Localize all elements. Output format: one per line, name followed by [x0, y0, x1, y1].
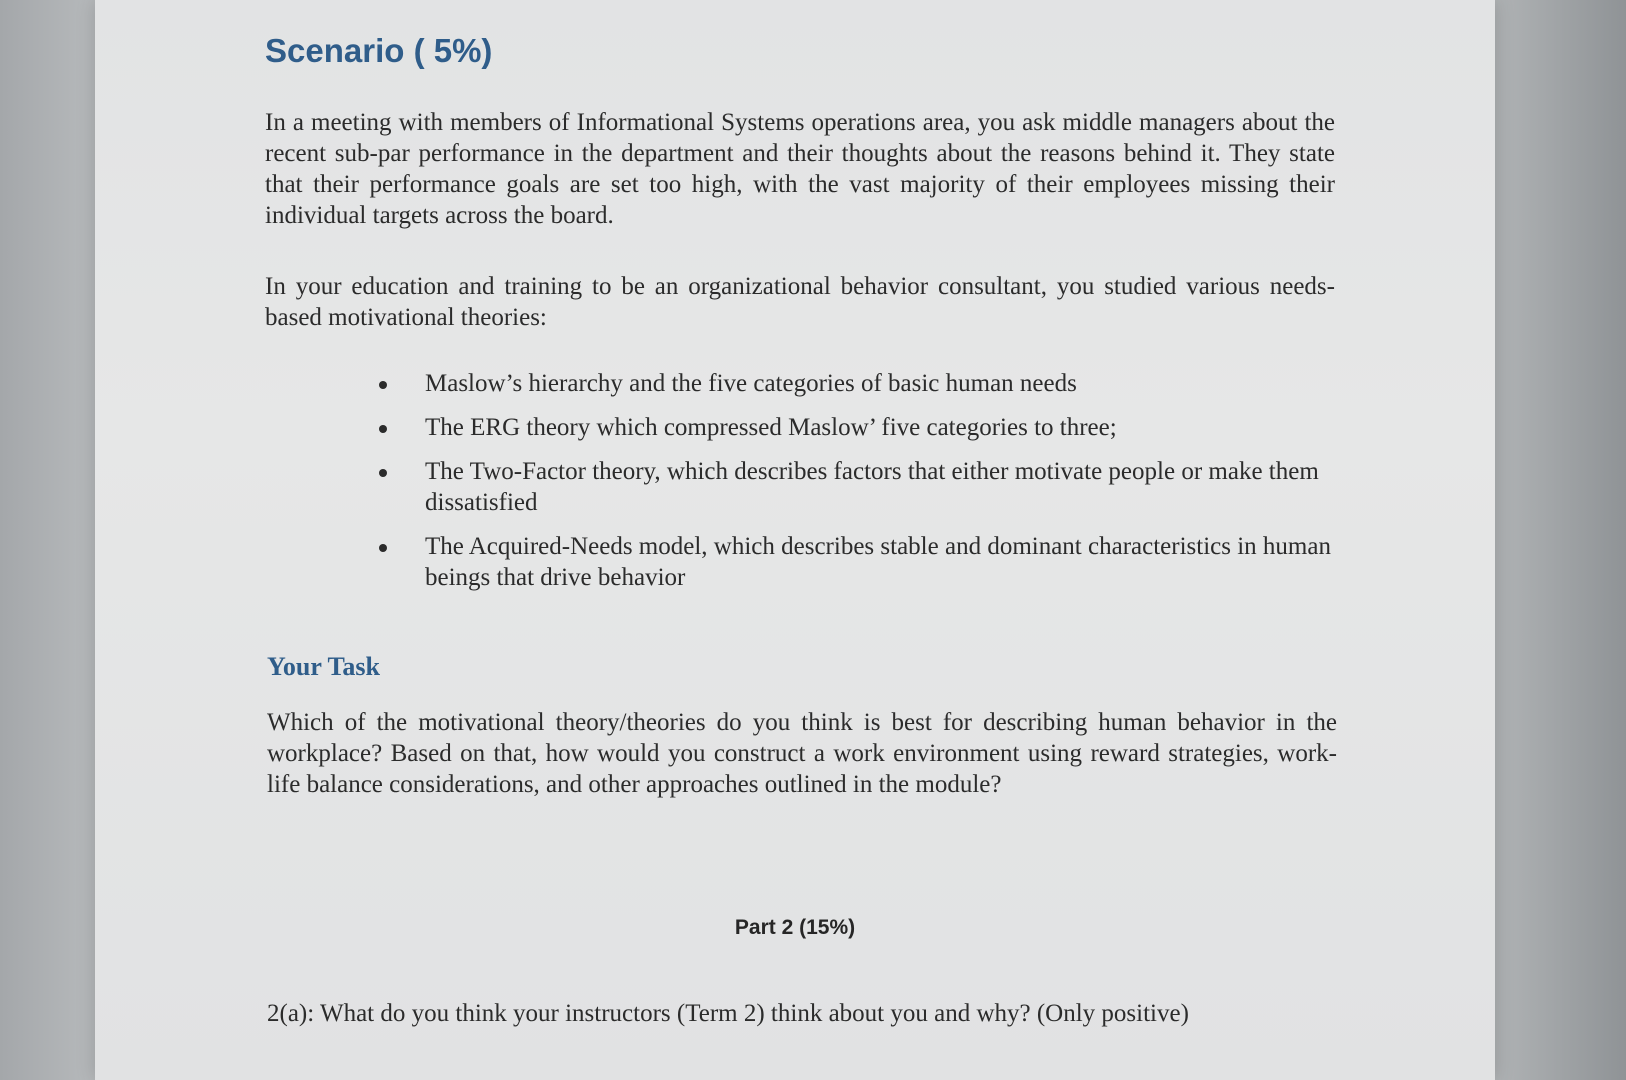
- list-item: [425, 456, 1340, 518]
- scenario-paragraph-2: In your education and training to be an organizational behavior consultant, you studied various needs-based motivational theories:: [265, 273, 1335, 331]
- part-2-heading: Part 2 (15%): [734, 916, 856, 939]
- bullet-icon: [379, 425, 387, 433]
- theory-maslow: Maslow’s hierarchy and the five categories of basic human needs: [425, 370, 1077, 397]
- list-item: [425, 531, 1340, 593]
- theory-acquired-needs: The Acquired-Needs model, which describes stable and dominant characteristics in human beings that drive behavior: [425, 533, 1331, 591]
- theory-erg: The ERG theory which compressed Maslow’ five categories to three;: [425, 414, 1117, 441]
- scenario-heading: Scenario ( 5%): [265, 32, 493, 69]
- theory-two-factor: The Two-Factor theory, which describes factors that either motivate people or make them dissatisfied: [425, 458, 1319, 516]
- list-item: [425, 368, 1340, 399]
- question-2a: 2(a): What do you think your instructors (Term 2) think about you and why? (Only positive): [267, 1000, 1189, 1027]
- bullet-icon: [379, 381, 387, 389]
- scenario-paragraph-1: In a meeting with members of Informational Systems operations area, you ask middle managers about the recent sub-par performance in the department and their thoughts about the reasons behind it. They state that their performance goals are set too high, with the vast majority of their employees missing their individual targets across the board.: [265, 109, 1335, 229]
- list-item: [425, 412, 1340, 443]
- bullet-icon: [379, 469, 387, 477]
- document-page: [95, 0, 1495, 1080]
- your-task-heading: Your Task: [267, 652, 380, 681]
- bullet-icon: [379, 544, 387, 552]
- task-question: Which of the motivational theory/theories do you think is best for describing human behavior in the workplace? Based on that, how would you construct a work environment using reward strategies, work-life balance considerations, and other approaches outlined in the module?: [267, 709, 1337, 798]
- theory-list: [425, 368, 1340, 606]
